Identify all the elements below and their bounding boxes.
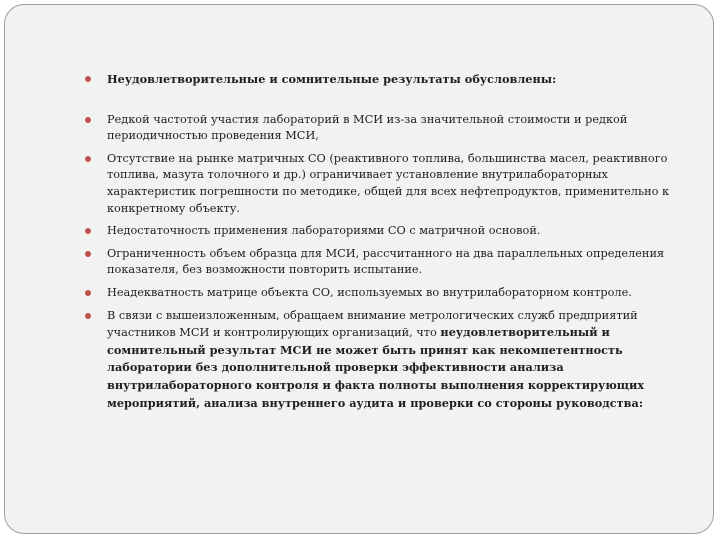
bullet-item-insufficient-use: [85, 223, 675, 240]
bullet-text: Неадекватность матрице объекта СО, используемых во внутрилабораторном контроле.: [107, 285, 632, 299]
bullet-dot-icon: [85, 117, 91, 123]
bullet-text-bold: неудовлетворительный и сомнительный результат МСИ не может быть принят как некомпетентность лаборатории без дополнительной проверки эффективности анализа внутрилабораторного контроля и факта полноты выполнения корректирующих мероприятий, анализа внутреннего аудита и проверки со стороны руководства:: [107, 325, 645, 410]
bullet-text: Редкой частотой участия лабораторий в МСИ из-за значительной стоимости и редкой периодичностью проведения МСИ,: [107, 112, 628, 143]
bullet-dot-icon: [85, 251, 91, 257]
bullet-item-conclusion: [85, 308, 675, 413]
bullet-text: Отсутствие на рынке матричных СО (реактивного топлива, большинства масел, реактивного топлива, мазута толочного и др.) ограничивает установление внутрилабораторных характеристик погрешности по методике, общей для всех нефтепродуктов, применительно к конкретному объекту.: [107, 151, 670, 215]
bullet-text-normal: В связи с вышеизложенным, обращаем внимание метрологических служб предприятий участников МСИ и контролирующих организаций, что: [107, 308, 638, 340]
bullet-item-participation-frequency: [85, 112, 675, 145]
bullet-dot-icon: [85, 313, 91, 319]
slide-frame: [4, 4, 714, 534]
slide-content: [85, 71, 675, 418]
bullet-text: Ограниченность объем образца для МСИ, рассчитанного на два параллельных определения показателя, без возможности повторить испытание.: [107, 246, 665, 277]
bullet-dot-icon: [85, 156, 91, 162]
bullet-list: [85, 71, 675, 412]
bullet-text: Неудовлетворительные и сомнительные результаты обусловлены:: [107, 72, 557, 86]
bullet-item-sample-volume: [85, 246, 675, 279]
bullet-dot-icon: [85, 76, 91, 82]
bullet-text: Недостаточность применения лабораториями СО с матричной основой.: [107, 224, 541, 238]
bullet-item-heading: [85, 71, 675, 88]
bullet-item-matrix-absence: [85, 151, 675, 217]
bullet-dot-icon: [85, 290, 91, 296]
bullet-item-matrix-inadequacy: [85, 285, 675, 302]
bullet-dot-icon: [85, 228, 91, 234]
